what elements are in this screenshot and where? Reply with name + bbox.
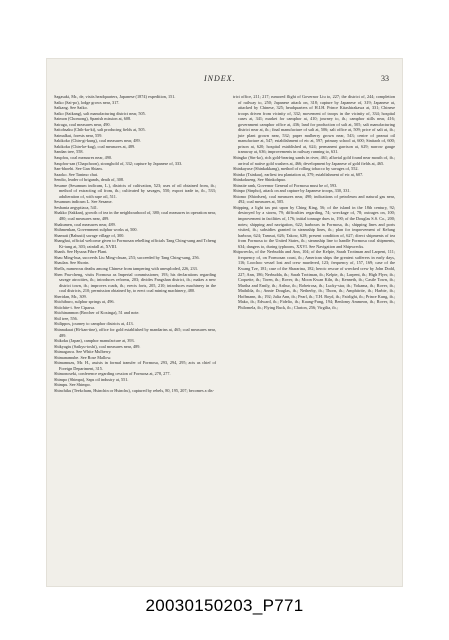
- index-entry: Sheridan, Mr., 309.: [54, 293, 87, 299]
- index-entry: Saimon (Chomong), Spanish mission at, 608.: [54, 116, 132, 122]
- index-entry: Shiomo (Shiodsen), coal measures near, 490; indications of petroleum and natural gas near, 492; coal measures at, 505.: [233, 193, 395, 205]
- index-entry: Shinko (Tsinkau), earliest tea plantation at, 379; establishment of etc at, 607.: [233, 171, 364, 177]
- image-caption: 20030150203_P771: [145, 596, 304, 615]
- index-entry: Shimonoseki, conference regarding cession of Formosa at, 278, 277.: [54, 371, 171, 377]
- index-entry: Shichinanmon (Brocher of Koxinga), 51 and note.: [54, 310, 140, 316]
- index-entry: Shimpo (Shimpa), Saps oil industry at, 551.: [54, 376, 129, 382]
- index-entry: Saaoko. See Tanimo chui.: [54, 171, 99, 177]
- index-entry: Shinnakuat (Hi-kan-tine), office for gold established by mandarins at, 465; coal measures near, 489.: [54, 326, 216, 338]
- index-entry: Shipwrecks, of the Nerbudda and Ann, 104; of the Kelpie, Sarah Trottman and Larpent, 111; frequency of, on Formosan coast, ib.; American ships the greatest sufferers in early days, 116; Loochoo vessel lost and crew murdered, 123; frequency of, 157, 169; case of the Kwang Tze, 181; case of the Shararina, 182; heroic rescue of wrecked crew by John Dodd, 227; Ann, 186; Nerbudda, ib.; Sarah Trottman, ib.; Kelpie, ib.; Larpent, ib.; High Flyer, ib.; Coquette, ib.; Toren, ib.; Rover, ib.; Moon Kwan Kiln, ib.; Kenneth, ib.; Castle Town, ib.; Martha and Emily, ib.; Arthur, ib.; Robetrosa, ib.; Lucky-star, ib.; Yokama, ib.; Rover, ib.; Mathilda, ib.; Annie Douglas, ib.; Netherby, ib.; Thorn, ib.; Amphitrite, ib.; Harbie, ib.; Hoffmann, ib.; 192; Julia Ann, ib.; Pearl, ib.; T.H. Boyd, ib.; Fairlight, ib.; Prince Kung, ib.; Mako, ib.; Edward, ib.; Fidelio, ib.; Kuang-Fung, 194; Benlomy Ammeon, ib.; Rover, ib.; Philomela, ib.; Flying Buck, ib.; Clarion, 256; Virgilia, ib.;: [233, 249, 395, 310]
- index-entry: Shaulan. See Shorin.: [54, 260, 90, 266]
- index-entry: Shingko (Sin-ko), rich gold-bearing sands in river, 461; alluvial gold found near mouth of, ib.; arrival of native gold washers at, 466; development by Japanese of gold fields at, 465.: [233, 155, 395, 166]
- index-entry: Saupfou, coal measures near, 490.: [54, 155, 113, 161]
- index-entry: Shen Pau-cheng, visits Formosa as Imperial commissioner, 193; his declarations regarding savage atrocities, ib.; introduces reforms, 203; divides Fangshan district, ib.; makes a new district town, ib.; improves roads, ib.; erects forts, 205, 210; introduces machinery in the coal districts, 210; permission obtained by, to erect coal mining machinery, 480.: [54, 271, 216, 294]
- index-entry: Saikang. See Saiko.: [54, 105, 88, 111]
- index-entry: Sendio, leader of brigands, death of, 308.: [54, 177, 125, 183]
- index-entry: Sesamum indicum L. See Sesame.: [54, 199, 113, 205]
- index-entry: Shanh. See Hyssna Fibre Plant.: [54, 249, 108, 255]
- page-number: 33: [381, 74, 389, 83]
- index-entry: Shinpo (Sinpho), attack on and capture by Japanese troops, 330, 331.: [233, 188, 351, 194]
- index-entry: Sagasaki, Mr., de, visits headquarters, Japanese (1874) expedition, 151.: [54, 94, 176, 99]
- index-entry: San-bhoehi. See Gan Shiam.: [54, 166, 103, 172]
- index-entry: Shikyagiu (Saikyu-toshi), coal measures near, 489.: [54, 343, 141, 349]
- index-entry: Shil tree, 556.: [54, 315, 78, 321]
- index-entry: Shikoku (Japan), camphor manufacture at, 393.: [54, 338, 135, 344]
- index-entry: Saitohsaku (Chih-ku-ki), salt producing fields at, 505.: [54, 127, 146, 133]
- index-entry: Shamuti (Bahsuti) savage village of, 300.: [54, 232, 125, 238]
- index-entry: Shau Ming-hua, succeeds Liu Ming-chuan, 253; succeeded by Tang Ching-sung, 256.: [54, 254, 200, 260]
- running-head: [0, 74, 449, 86]
- index-entry: Shichiburo, sulphur springs at, 496.: [54, 299, 115, 305]
- index-entry: Shinkokueng. See Shinkohpuo.: [233, 177, 287, 183]
- index-column-left: [54, 94, 216, 394]
- index-entry: Shinchiku (Teekcham, Hsinchin or Hsinchu), captured by rebels, 80, 195, 207; becomes a dis-: [54, 387, 214, 393]
- index-entry: Sakikoko (Chin-gi-kung), coal measures near, 489.: [54, 138, 141, 144]
- index-entry: Shihmenkan, Government sulphur works at, 500.: [54, 227, 138, 233]
- index-entry: Shimpu. See Shimpo.: [54, 382, 91, 388]
- index-entry: Shakko (Sakkan), growth of tea in the neighbourhood of, 380; coal measures in operation near, 480; coal measures near, 489.: [54, 210, 216, 222]
- index-entry: Shipping, a light tax put upon by Ching King, 56; of the island in the 18th century, 92; destroyed by a storm, 79; difficulties regarding, 74; wreckage of, 78; outrages on, 100; improvement in facilities of, 176; initial tonnage dues to, 190; of the Douglas S.S. Co., 200; notes; shipping and navigation, 622; harbours in Formosa, ib.; shipping lines and ports visited, ib.; subsidies granted to steamship lines, ib.; plan for improvement of Kelung harbour, 624; Tamsui, 626; Takow, 628; present condition of, 627; direct shipments of tea from Formosa to the United States, ib.; steamship line to handle Formosa coal shipments, 634; dangers to, during typhoons, XXVI. See Navigation and Shipwrecks.: [233, 204, 395, 249]
- index-entry: Sandan tree, 558.: [54, 149, 84, 155]
- index-entry: Saupfou-san (Chapchoon), stronghold of, 332; capture by Japanese of, 333.: [54, 160, 183, 166]
- index-entry: Shimagawa. See White Mulberry.: [54, 349, 112, 355]
- index-entry: Shiichite-i. See Ciparsa.: [54, 304, 96, 310]
- index-entry: trict office, 211; 217; rumored flight of Governor Liu to, 227; the district of, 244; completion of railway to, 250; Japanese attack on, 318; capture by Japanese of, 319; Japanese at, attacked by Chinese, 325; headquarters of H.I.H. Prince Kitashirakawa at, 331; Chinese troops driven from vicinity of, 332; movement of troops in the vicinity of, 334; hospital cases at, 341; market for camphor at, 410; journey to, ib.; camphor stills near, 416; government camphor office at, 436; land for production of salt at, 505; salt manufacturing district near at, ib.; final manufacture of salt at, 506; salt office at, 509; price of salt at, ib.; jute plant grown near, 532; paper mulberry grown near, 543; centre of peanut oil manufacture at, 547; establishment of etc at, 597; primary school at, 600; Sinitaoh of, 600; prison at, 620; hospital established at, 624; permanent garrison at, 629; narrow gauge tramway at, 636; improvements in railway running to, 631.: [233, 94, 395, 155]
- index-entry: Shanghai, official welcome given to Formosan rebelling officials Tang Ching-sung and Tcheng Ki-tung at, 303; rainfall at, XVIII.: [54, 238, 216, 249]
- index-entry: Saiko (Sai-po), lodge grows near, 317.: [54, 99, 120, 105]
- index-entry: Saimalkui, forests near, 559.: [54, 132, 103, 138]
- index-entry: Sakikoku (Chin-ke-kug), coal measures at, 489.: [54, 143, 136, 149]
- index-column-right: [233, 94, 395, 310]
- page-title: INDEX.: [204, 74, 236, 83]
- index-entry: Shells, numerous deaths among Chinese from tampering with unexploded, 226, 233.: [54, 265, 198, 271]
- index-entry: Sairaga, coal measures near, 490.: [54, 121, 111, 127]
- index-entry: Shinsite rank, Governor General of Formosa must be of, 593.: [233, 182, 338, 188]
- index-entry: Sesame (Sesamum indicum, L.), districts of cultivation, 523; uses of oil obtained from, ib.; method of extracting oil from, ib.; cultivated by savages, 550; export trade in, ib., 533; adulteration of, with rape oil, 511.: [54, 182, 216, 199]
- index-entry: Saiko (Saikang), salt manufacturing district near, 505.: [54, 110, 146, 116]
- index-entry: Shimamuzu, Mr. H., assists in formal transfer of Formosa, 293, 294, 295; acts as chief of Foreign Department, 315.: [54, 360, 216, 371]
- index-entry: Shakumen, coal measures near, 489.: [54, 221, 116, 227]
- index-entry: Shilippos, journey to camphor districts at, 413.: [54, 321, 134, 327]
- index-entry: Shimanamube. See Rose Mallow.: [54, 354, 112, 360]
- index-entry: Sesbania aegyptiaca, 541.: [54, 204, 98, 210]
- index-entry: Shinkayuse (Shinkakkang), method of rolling tobacco by savages of, 552.: [233, 166, 359, 172]
